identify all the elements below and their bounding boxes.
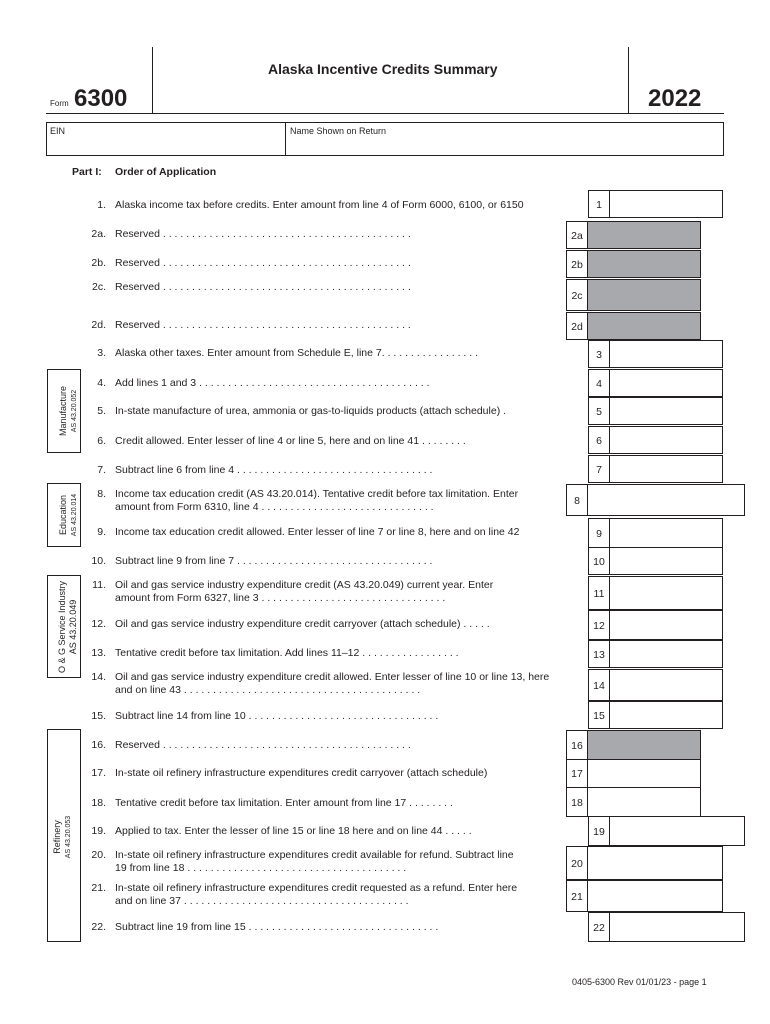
line-number: 12. <box>91 618 106 630</box>
line-description: Add lines 1 and 3 . . . . . . . . . . . . . . . . . . . . . . . . . . . . . . . . . . . . . . . . <box>115 377 430 389</box>
education-section-statute: AS 43.20.014 <box>71 493 78 537</box>
line-description: Reserved . . . . . . . . . . . . . . . . . . . . . . . . . . . . . . . . . . . . . . . . . . . <box>115 228 411 240</box>
line-number-box: 2d <box>566 312 588 340</box>
line-number-box: 11 <box>588 576 610 610</box>
tax-year: 2022 <box>648 85 702 112</box>
line-number-box: 8 <box>566 484 588 516</box>
line-number: 4. <box>97 377 106 389</box>
line-number: 15. <box>91 710 106 722</box>
line-number: 20. <box>91 849 106 861</box>
header-divider-left <box>152 47 153 113</box>
line-number: 2c. <box>91 281 106 293</box>
line-number-box: 7 <box>588 455 610 483</box>
amount-field-shaded <box>587 730 701 760</box>
line-number: 2b. <box>91 257 106 269</box>
line-description: Alaska other taxes. Enter amount from Schedule E, line 7. . . . . . . . . . . . . . . . . <box>115 347 478 359</box>
amount-field[interactable] <box>609 669 723 701</box>
line-number-box: 3 <box>588 340 610 368</box>
form-revision-footer: 0405-6300 Rev 01/01/23 - page 1 <box>572 977 707 987</box>
line-description: Reserved . . . . . . . . . . . . . . . . . . . . . . . . . . . . . . . . . . . . . . . . . . . <box>115 319 411 331</box>
line-number: 6. <box>97 435 106 447</box>
line-description: Income tax education credit allowed. Enter lesser of line 7 or line 8, here and on line 42 <box>115 526 520 538</box>
line-number: 7. <box>97 464 106 476</box>
line-description: Income tax education credit (AS 43.20.014). Tentative credit before tax limitation. Enter amount from Form 6310, line 4 . . . . . . . . . . . . . . . . . . . . . . . . . . . . . . <box>115 488 519 513</box>
line-description: Subtract line 19 from line 15 . . . . . . . . . . . . . . . . . . . . . . . . . . . . . . . . . <box>115 921 439 933</box>
amount-field[interactable] <box>609 518 723 548</box>
ein-field[interactable] <box>46 122 286 156</box>
line-description: Reserved . . . . . . . . . . . . . . . . . . . . . . . . . . . . . . . . . . . . . . . . . . . <box>115 281 411 293</box>
line-number-box: 21 <box>566 880 588 912</box>
line-number: 5. <box>97 405 106 417</box>
header-divider-right <box>628 47 629 113</box>
amount-field[interactable] <box>587 484 745 516</box>
line-description: In-state oil refinery infrastructure expenditures credit available for refund. Subtract line 19 from line 18 . . . . . . . . . . . . . . . . . . . . . . . . . . . . . . . . . . . . . . <box>115 849 514 874</box>
form-title: Alaska Incentive Credits Summary <box>268 61 498 77</box>
amount-field[interactable] <box>609 340 723 368</box>
line-number-box: 2c <box>566 279 588 311</box>
line-number-box: 1 <box>588 190 610 218</box>
line-number: 8. <box>97 488 106 500</box>
line-description: In-state manufacture of urea, ammonia or gas-to-liquids products (attach schedule) . <box>115 405 507 417</box>
amount-field[interactable] <box>609 426 723 454</box>
line-number-box: 5 <box>588 397 610 425</box>
part-label: Part I: <box>72 166 102 178</box>
manufacture-section-statute: AS 43.20.052 <box>71 389 78 433</box>
line-number: 21. <box>91 882 106 894</box>
line-number: 2a. <box>91 228 106 240</box>
line-number-box: 17 <box>566 759 588 788</box>
line-description: Reserved . . . . . . . . . . . . . . . . . . . . . . . . . . . . . . . . . . . . . . . . . . . <box>115 257 411 269</box>
form-label: Form <box>50 99 69 108</box>
line-number-box: 6 <box>588 426 610 454</box>
line-number: 11. <box>92 579 106 591</box>
line-description: Alaska income tax before credits. Enter amount from line 4 of Form 6000, 6100, or 6150 <box>115 199 524 211</box>
og-section-statute: AS 43.20.049 <box>68 599 78 655</box>
line-description: Oil and gas service industry expenditure credit carryover (attach schedule) . . . . . <box>115 618 490 630</box>
line-number-box: 18 <box>566 787 588 817</box>
line-number: 16. <box>91 739 106 751</box>
header-bottom-rule <box>46 113 724 114</box>
ein-label: EIN <box>50 126 66 136</box>
line-description: In-state oil refinery infrastructure expenditures credit requested as a refund. Enter here and on line 37 . . . . . . . . . . . . . . . . . . . . . . . . . . . . . . . . . . . . . . . <box>115 882 518 907</box>
amount-field[interactable] <box>609 455 723 483</box>
line-description: In-state oil refinery infrastructure expenditures credit carryover (attach schedule) <box>115 767 488 779</box>
form-number: 6300 <box>74 85 128 112</box>
line-number: 19. <box>91 825 106 837</box>
line-number: 3. <box>97 347 106 359</box>
amount-field[interactable] <box>609 576 723 610</box>
amount-field[interactable] <box>609 547 723 575</box>
line-description: Tentative credit before tax limitation. Enter amount from line 17 . . . . . . . . <box>115 797 453 809</box>
line-description: Subtract line 6 from line 4 . . . . . . . . . . . . . . . . . . . . . . . . . . . . . . . . . . <box>115 464 433 476</box>
line-number-box: 16 <box>566 730 588 760</box>
line-number-box: 4 <box>588 369 610 397</box>
amount-field[interactable] <box>587 759 701 788</box>
amount-field[interactable] <box>609 816 745 846</box>
amount-field[interactable] <box>587 787 701 817</box>
line-number-box: 14 <box>588 669 610 701</box>
refinery-section-label: Refinery <box>52 820 62 854</box>
amount-field[interactable] <box>587 880 723 912</box>
line-number-box: 10 <box>588 547 610 575</box>
line-number-box: 12 <box>588 610 610 640</box>
line-description: Oil and gas service industry expenditure credit allowed. Enter lesser of line 10 or line 13, here and on line 43 . . . . . . . . . . . . . . . . . . . . . . . . . . . . . . . . . . . . . . . . . <box>115 671 550 696</box>
line-number: 22. <box>91 921 106 933</box>
line-number-box: 2a <box>566 221 588 249</box>
amount-field[interactable] <box>609 397 723 425</box>
education-section-label: Education <box>58 494 68 536</box>
line-number-box: 20 <box>566 846 588 880</box>
amount-field[interactable] <box>609 701 723 729</box>
line-number-box: 19 <box>588 816 610 846</box>
amount-field[interactable] <box>587 846 723 880</box>
line-number-box: 22 <box>588 912 610 942</box>
amount-field[interactable] <box>609 190 723 218</box>
line-number: 17. <box>91 767 106 779</box>
line-description: Credit allowed. Enter lesser of line 4 or line 5, here and on line 41 . . . . . . . . <box>115 435 466 447</box>
line-description: Applied to tax. Enter the lesser of line 15 or line 18 here and on line 44 . . . . . <box>115 825 472 837</box>
line-number-box: 13 <box>588 640 610 668</box>
part-title: Order of Application <box>115 166 217 178</box>
line-number: 1. <box>97 199 106 211</box>
amount-field[interactable] <box>609 610 723 640</box>
line-number-box: 9 <box>588 518 610 548</box>
amount-field-shaded <box>587 279 701 311</box>
name-label: Name Shown on Return <box>290 126 387 136</box>
line-description: Oil and gas service industry expenditure credit (AS 43.20.049) current year. Enter amount from Form 6327, line 3 . . . . . . . . . . . . . . . . . . . . . . . . . . . . . . . . <box>115 579 494 604</box>
line-number-box: 15 <box>588 701 610 729</box>
og-section-label: O & G Service Industry <box>57 580 67 674</box>
manufacture-section-label: Manufacture <box>58 385 68 437</box>
line-number: 2d. <box>91 319 106 331</box>
line-number: 14. <box>91 671 106 683</box>
amount-field-shaded <box>587 221 701 249</box>
line-description: Subtract line 14 from line 10 . . . . . . . . . . . . . . . . . . . . . . . . . . . . . . . . . <box>115 710 439 722</box>
amount-field-shaded <box>587 250 701 278</box>
line-number: 13. <box>91 647 106 659</box>
line-number: 10. <box>91 555 106 567</box>
line-description: Tentative credit before tax limitation. Add lines 11–12 . . . . . . . . . . . . . . . . . <box>115 647 459 659</box>
amount-field-shaded <box>587 312 701 340</box>
amount-field[interactable] <box>609 912 745 942</box>
name-field[interactable] <box>285 122 724 156</box>
line-description: Subtract line 9 from line 7 . . . . . . . . . . . . . . . . . . . . . . . . . . . . . . . . . . <box>115 555 433 567</box>
line-number-box: 2b <box>566 250 588 278</box>
line-description: Reserved . . . . . . . . . . . . . . . . . . . . . . . . . . . . . . . . . . . . . . . . . . . <box>115 739 411 751</box>
amount-field[interactable] <box>609 369 723 397</box>
amount-field[interactable] <box>609 640 723 668</box>
refinery-section-statute: AS 43.20.053 <box>65 815 72 859</box>
line-number: 18. <box>91 797 106 809</box>
line-number: 9. <box>97 526 106 538</box>
